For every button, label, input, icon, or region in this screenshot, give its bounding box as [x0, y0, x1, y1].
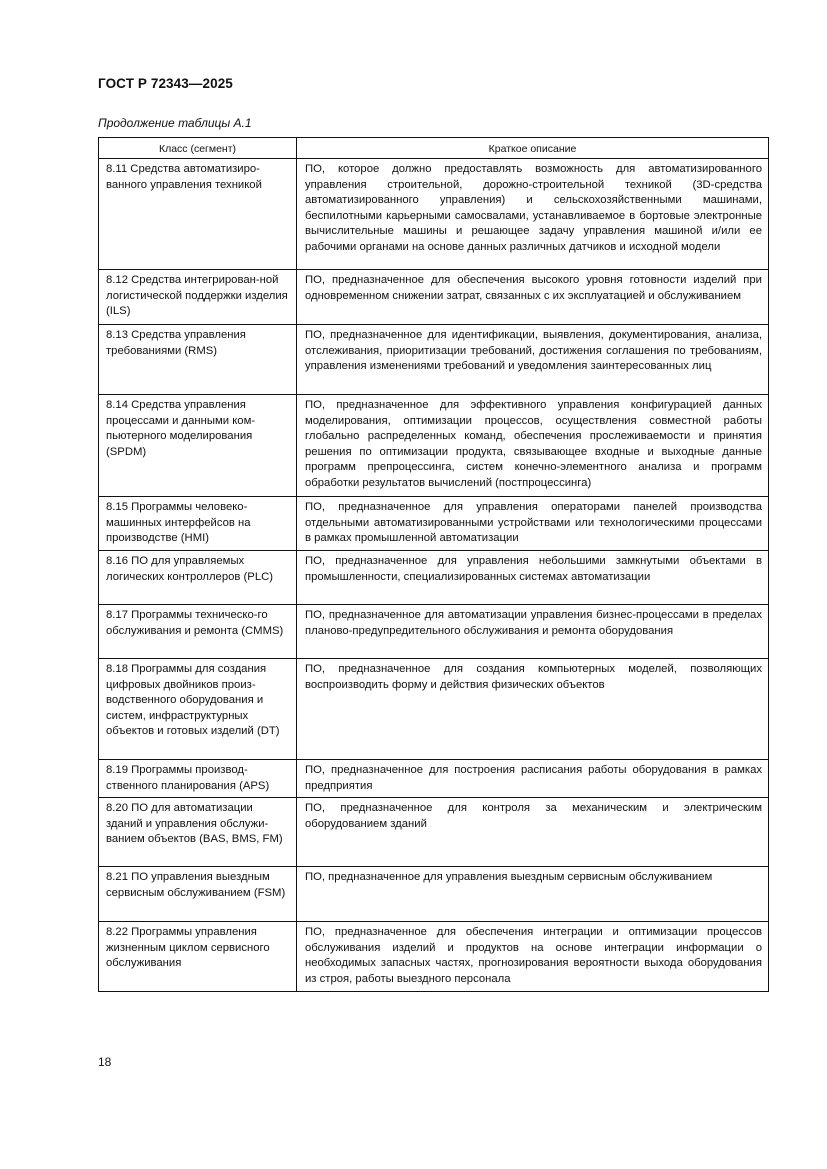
table-row [99, 798, 769, 867]
table-row [99, 497, 769, 551]
description-cell: ПО, предназначенное для создания компьютерных моделей, позволяющих воспроизводить форму и действия физических объектов [297, 659, 769, 760]
table-row [99, 159, 769, 270]
class-cell: 8.22 Программы управления жизненным циклом сервисного обслуживания [99, 922, 297, 992]
column-header-class: Класс (сегмент) [99, 138, 297, 159]
table-row [99, 605, 769, 659]
class-cell: 8.13 Средства управления требованиями (RMS) [99, 325, 297, 395]
description-cell: ПО, предназначенное для управления операторами панелей производства отдельными автоматизированными устройствами или технологическими процессами в рамках промышленной автоматизации [297, 497, 769, 551]
description-cell: ПО, предназначенное для управления выездным сервисным обслуживанием [297, 867, 769, 922]
class-cell: 8.20 ПО для автоматизации зданий и управления обслужи-ванием объектов (BAS, BMS, FM) [99, 798, 297, 867]
page-number: 18 [98, 1055, 112, 1069]
table-row [99, 867, 769, 922]
class-cell: 8.15 Программы человеко-машинных интерфейсов на производстве (HMI) [99, 497, 297, 551]
description-cell: ПО, предназначенное для обеспечения высокого уровня готовности изделий при одновременном снижении затрат, связанных с их эксплуатацией и обслуживанием [297, 270, 769, 325]
table-row [99, 325, 769, 395]
document-code: ГОСТ Р 72343—2025 [98, 76, 233, 91]
class-cell: 8.21 ПО управления выездным сервисным обслуживанием (FSM) [99, 867, 297, 922]
column-header-description: Краткое описание [297, 138, 769, 159]
description-cell: ПО, предназначенное для обеспечения интеграции и оптимизации процессов обслуживания изделий и продуктов на основе интеграции информации о необходимых запасных частях, прогнозирования вероятности выхода оборудования из строя, работы выездного персонала [297, 922, 769, 992]
description-cell: ПО, предназначенное для управления небольшими замкнутыми объектами в промышленности, специализированных системах автоматизации [297, 551, 769, 605]
table-row [99, 760, 769, 798]
description-cell: ПО, предназначенное для эффективного управления конфигурацией данных моделирования, оптимизации процессов, осуществления совместной работы глобально распределенных команд, обеспечения прослеживаемости и принятия решения по оптимизации продукта, связывающее входные и выходные данные программ препроцессинга, систем конечно-элементного анализа и программ обработки результатов вычислений (постпроцессинга) [297, 395, 769, 497]
class-cell: 8.11 Средства автоматизиро-ванного управления техникой [99, 159, 297, 270]
classification-table [98, 137, 769, 992]
class-cell: 8.12 Средства интегрирован-ной логистической поддержки изделия (ILS) [99, 270, 297, 325]
class-cell: 8.14 Средства управления процессами и данными ком-пьютерного моделирования (SPDM) [99, 395, 297, 497]
table-row [99, 659, 769, 760]
table-row [99, 395, 769, 497]
class-cell: 8.17 Программы техническо-го обслуживания и ремонта (CMMS) [99, 605, 297, 659]
class-cell: 8.19 Программы производ-ственного планирования (APS) [99, 760, 297, 798]
description-cell: ПО, которое должно предоставлять возможность для автоматизированного управления строительной, дорожно-строительной техникой (3D-средства автоматизированного управления) и сельскохозяйственными машинами, беспилотными карьерными самосвалами, устанавливаемое в бортовые электронные вычислительные машины и решающее задачу управления машиной и/или ее рабочими органами на основе данных различных датчиков и исходной модели [297, 159, 769, 270]
description-cell: ПО, предназначенное для идентификации, выявления, документирования, анализа, отслеживания, приоритизации требований, достижения соглашения по требованиям, управления изменениями требований и уведомления заинтересованных лиц [297, 325, 769, 395]
class-cell: 8.18 Программы для создания цифровых двойников произ-водственного оборудования и систем, инфраструктурных объектов и готовых изделий (DT) [99, 659, 297, 760]
table-header-row [99, 138, 769, 159]
table-row [99, 270, 769, 325]
table-caption: Продолжение таблицы А.1 [98, 116, 252, 130]
description-cell: ПО, предназначенное для контроля за механическим и электрическим оборудованием зданий [297, 798, 769, 867]
table-row [99, 922, 769, 992]
class-cell: 8.16 ПО для управляемых логических контроллеров (PLC) [99, 551, 297, 605]
description-cell: ПО, предназначенное для автоматизации управления бизнес-процессами в пределах планово-предупредительного обслуживания и ремонта оборудования [297, 605, 769, 659]
description-cell: ПО, предназначенное для построения расписания работы оборудования в рамках предприятия [297, 760, 769, 798]
table-row [99, 551, 769, 605]
